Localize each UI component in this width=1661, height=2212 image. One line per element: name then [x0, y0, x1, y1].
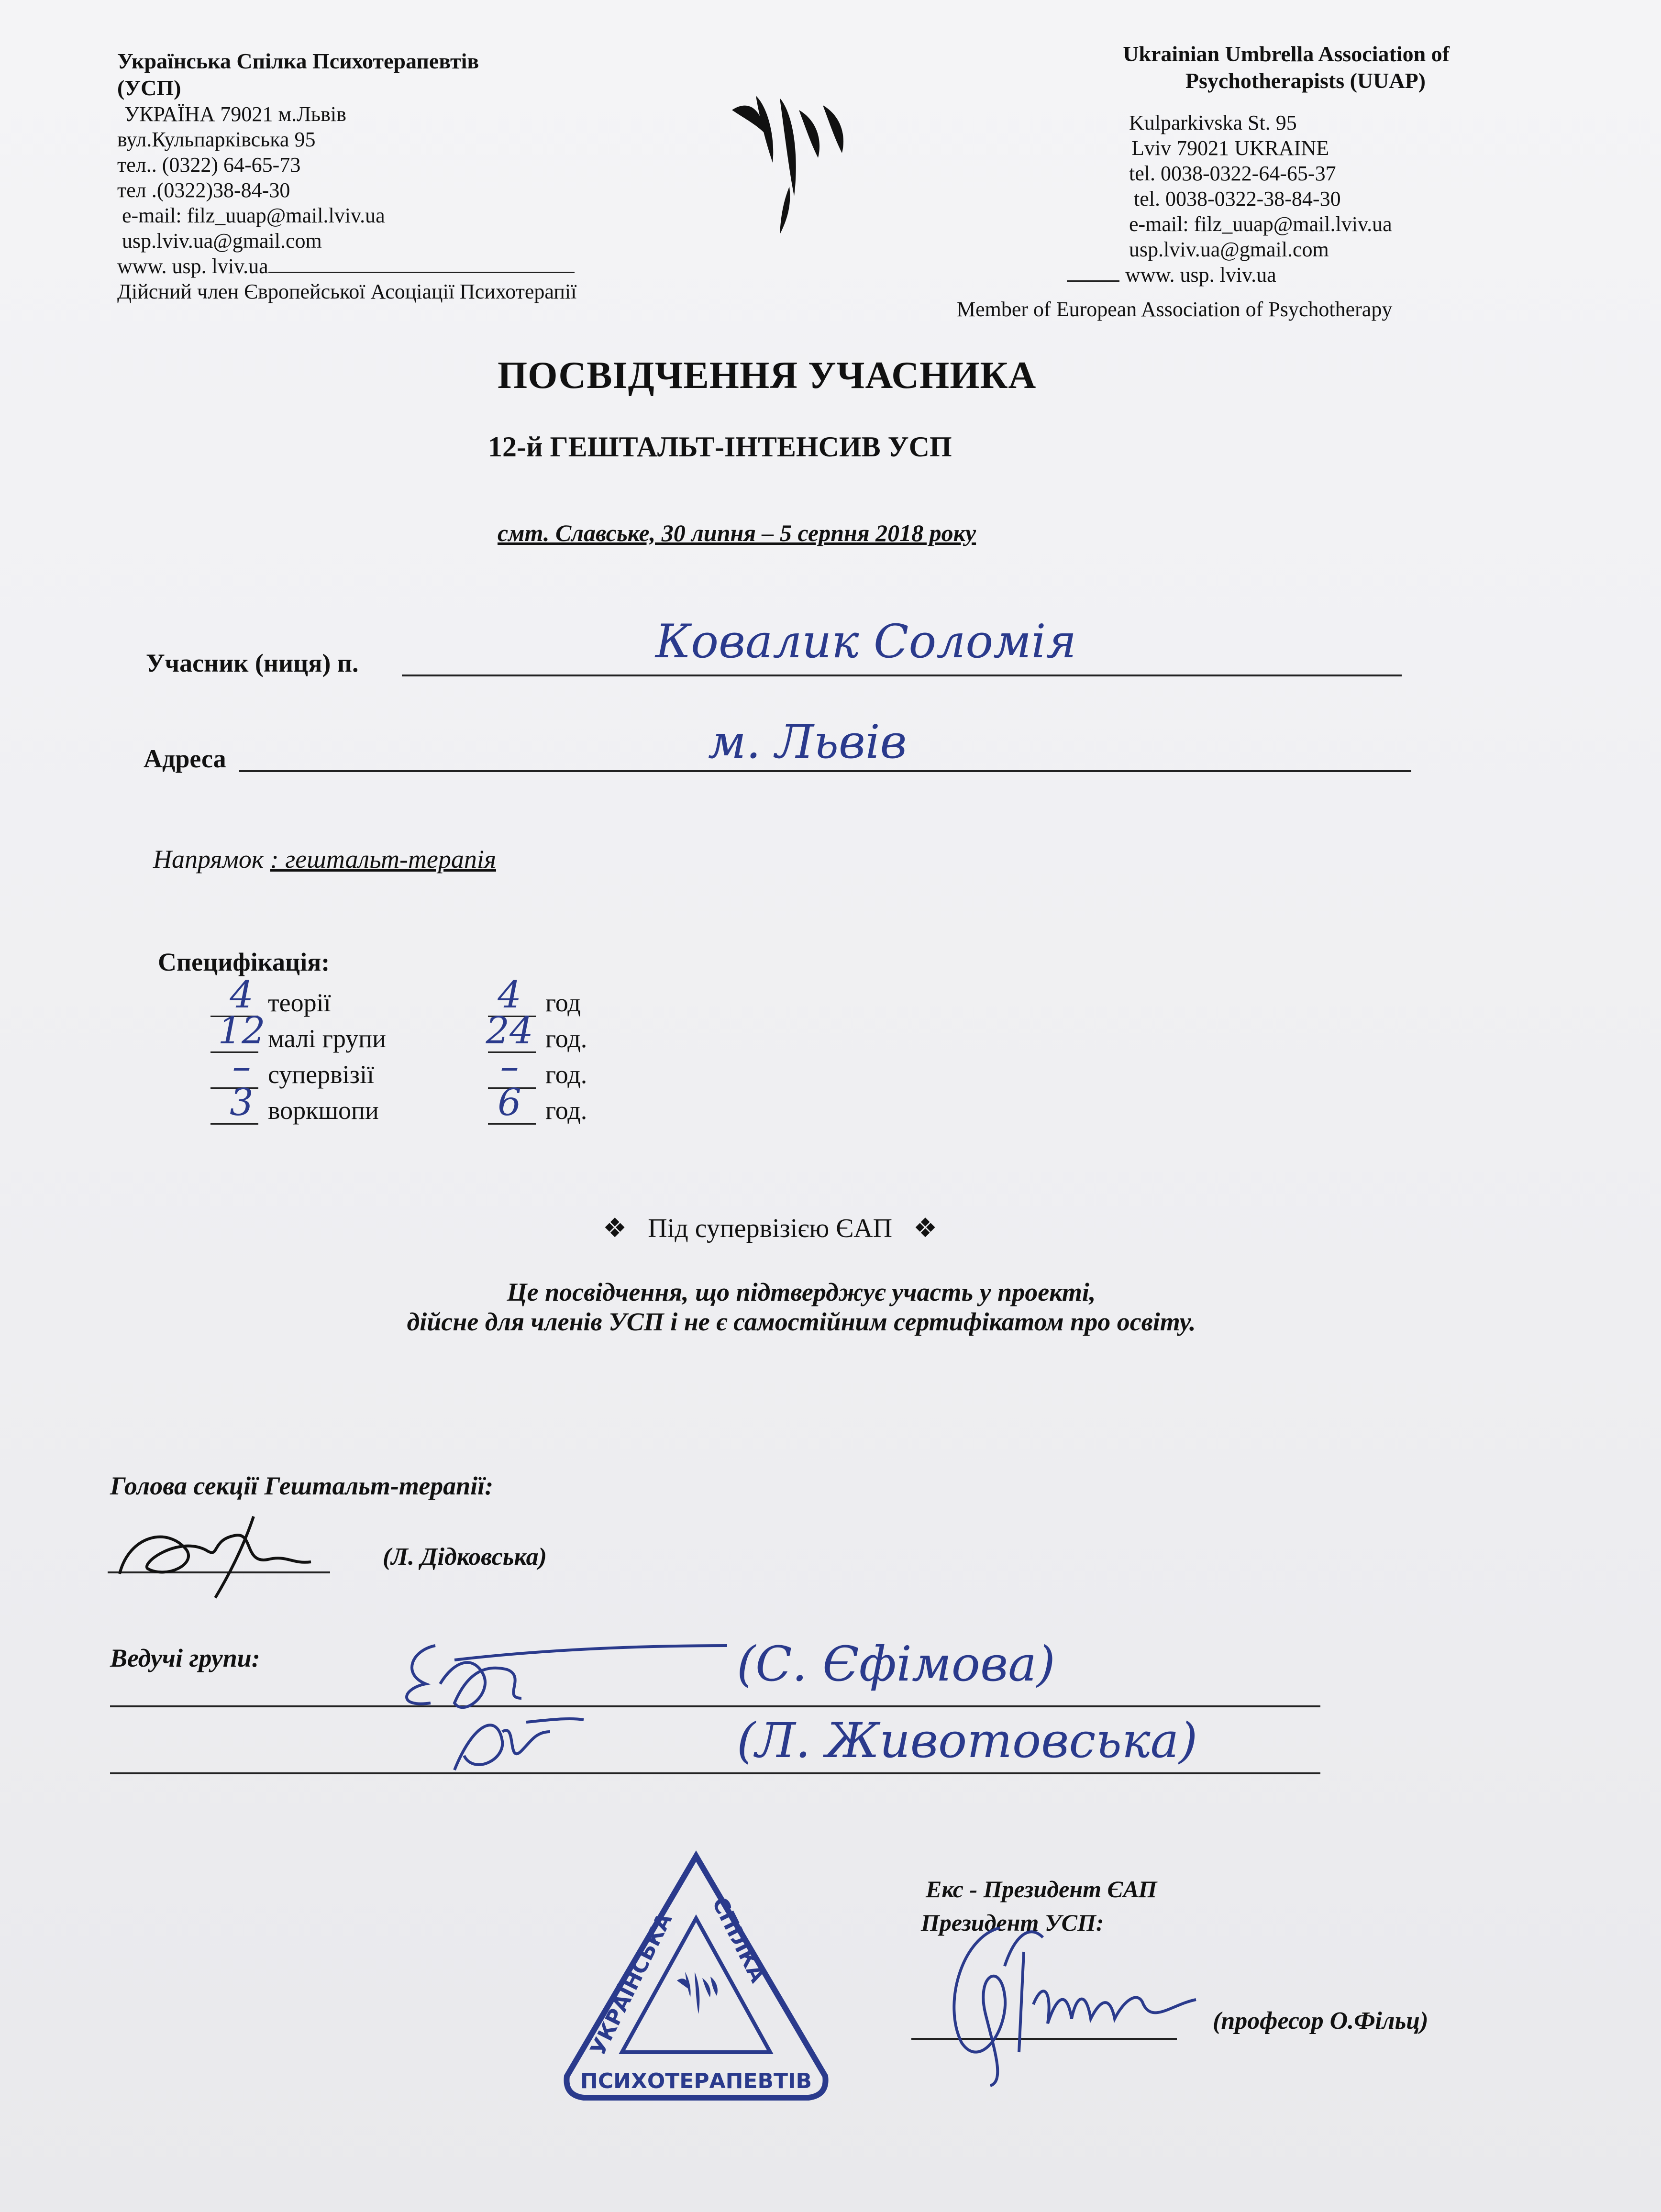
spec-count: 12 [218, 1009, 266, 1052]
stamp-text-top-right: СПІЛКА [707, 1893, 770, 1987]
supervision-line [603, 1213, 937, 1244]
notice-line-1: Це посвідчення, що підтверджує участь у проекті, [507, 1278, 1096, 1306]
en-org-name-1: Ukrainian Umbrella Association of [1123, 42, 1450, 66]
en-org-name-2: Psychotherapists (UUAP) [1185, 68, 1426, 93]
en-address-block [1125, 110, 1392, 288]
en-email-2: usp.lviv.ua@gmail.com [1129, 238, 1329, 261]
leader2-signature [445, 1703, 588, 1780]
svg-text:СПІЛКА [707, 1893, 770, 1987]
spec-hours: 6 [498, 1081, 521, 1124]
specification-label: Специфікація: [158, 948, 330, 976]
stamp-logo-icon [677, 1972, 718, 2014]
leader1-name: (С. Єфімова) [737, 1636, 1055, 1692]
president-title: Президент УСП: [921, 1909, 1104, 1936]
usp-logo-icon [727, 91, 852, 239]
document-title: ПОСВІДЧЕННЯ УЧАСНИКА [498, 354, 1037, 397]
ua-membership: Дійсний член Європейської Асоціації Психотерапії [117, 280, 577, 303]
participant-name: Ковалик Соломія [655, 615, 1077, 668]
spec-count: – [232, 1045, 251, 1088]
ex-president-title: Екс - Президент ЄАП [926, 1876, 1157, 1902]
ua-org-name-1: Українська Спілка Психотерапевтів [117, 49, 479, 73]
diamond-bullet-icon: ❖ [913, 1213, 938, 1244]
president-name: (професор О.Фільц) [1213, 2007, 1428, 2035]
ua-email-1: e-mail: filz_uuap@mail.lviv.ua [122, 204, 385, 227]
en-website: www. usp. lviv.ua [1067, 262, 1392, 288]
direction-value: : гештальт-терапія [270, 845, 497, 874]
place-date: смт. Славське, 30 липня – 5 серпня 2018 року [498, 520, 976, 546]
participant-line [402, 675, 1402, 676]
direction-label: Напрямок [153, 845, 264, 874]
notice-line-2: дійсне для членів УСП і не є самостійним сертифікатом про освіту. [407, 1307, 1196, 1336]
spec-name: супервізії [268, 1060, 374, 1089]
ua-email-2: usp.lviv.ua@gmail.com [122, 229, 322, 253]
address-value: м. Львів [708, 715, 907, 769]
spec-unit: год. [545, 1060, 587, 1089]
address-line [239, 770, 1411, 772]
head-name: (Л. Дідковська) [383, 1543, 547, 1571]
leader2-name: (Л. Животовська) [737, 1713, 1198, 1769]
spec-unit: год. [545, 1024, 587, 1053]
ua-website: www. usp. lviv.ua [117, 254, 576, 279]
document-subtitle: 12-й ГЕШТАЛЬТ-ІНТЕНСИВ УСП [488, 431, 952, 463]
notice [0, 1277, 1603, 1337]
ua-address-1: УКРАЇНА 79021 м.Львів [124, 102, 346, 126]
spec-count: 4 [230, 973, 254, 1017]
en-email-1: e-mail: filz_uuap@mail.lviv.ua [1129, 212, 1392, 236]
spec-hours: 4 [498, 973, 521, 1017]
spec-name: малі групи [268, 1024, 386, 1053]
head-label: Голова секції Гештальт-терапії: [110, 1471, 494, 1500]
spec-unit: год [545, 988, 581, 1017]
stamp-text-top-left: УКРАЇНСЬКА [586, 1909, 677, 2059]
ua-header [117, 48, 576, 304]
diamond-bullet-icon: ❖ [603, 1213, 627, 1244]
head-signature [110, 1507, 330, 1603]
ua-org-name-2: (УСП) [117, 76, 181, 100]
supervision-text: Під супервізією ЄАП [648, 1214, 893, 1243]
spec-unit: год. [545, 1096, 587, 1125]
stamp-text-bottom: ПСИХОТЕРАПЕВТІВ [580, 2069, 812, 2093]
spec-name: теорії [268, 988, 331, 1017]
direction [153, 844, 496, 874]
address-label: Адреса [144, 744, 226, 773]
participant-label: Учасник (ниця) п. [146, 649, 359, 677]
en-address-1: Kulparkivska St. 95 [1129, 111, 1297, 134]
en-phone-1: tel. 0038-0322-64-65-37 [1129, 162, 1336, 185]
spec-name: воркшопи [268, 1096, 379, 1125]
president-signature [933, 1909, 1210, 2090]
leaders-label: Ведучі групи: [110, 1644, 260, 1672]
spec-hours: 24 [486, 1009, 533, 1052]
spec-hours: – [500, 1045, 519, 1088]
spec-count: 3 [230, 1081, 254, 1124]
association-stamp [560, 1847, 832, 2114]
en-membership: Member of European Association of Psychotherapy [957, 298, 1393, 321]
ua-phone-1: тел.. (0322) 64-65-73 [117, 153, 301, 177]
en-phone-2: tel. 0038-0322-38-84-30 [1134, 187, 1341, 210]
ua-address-2: вул.Кульпарківська 95 [117, 128, 316, 151]
en-header [1009, 41, 1450, 94]
leader2-line [110, 1772, 1320, 1774]
ua-phone-2: тел .(0322)38-84-30 [117, 178, 290, 202]
en-address-2: Lviv 79021 UKRAINE [1131, 136, 1329, 160]
